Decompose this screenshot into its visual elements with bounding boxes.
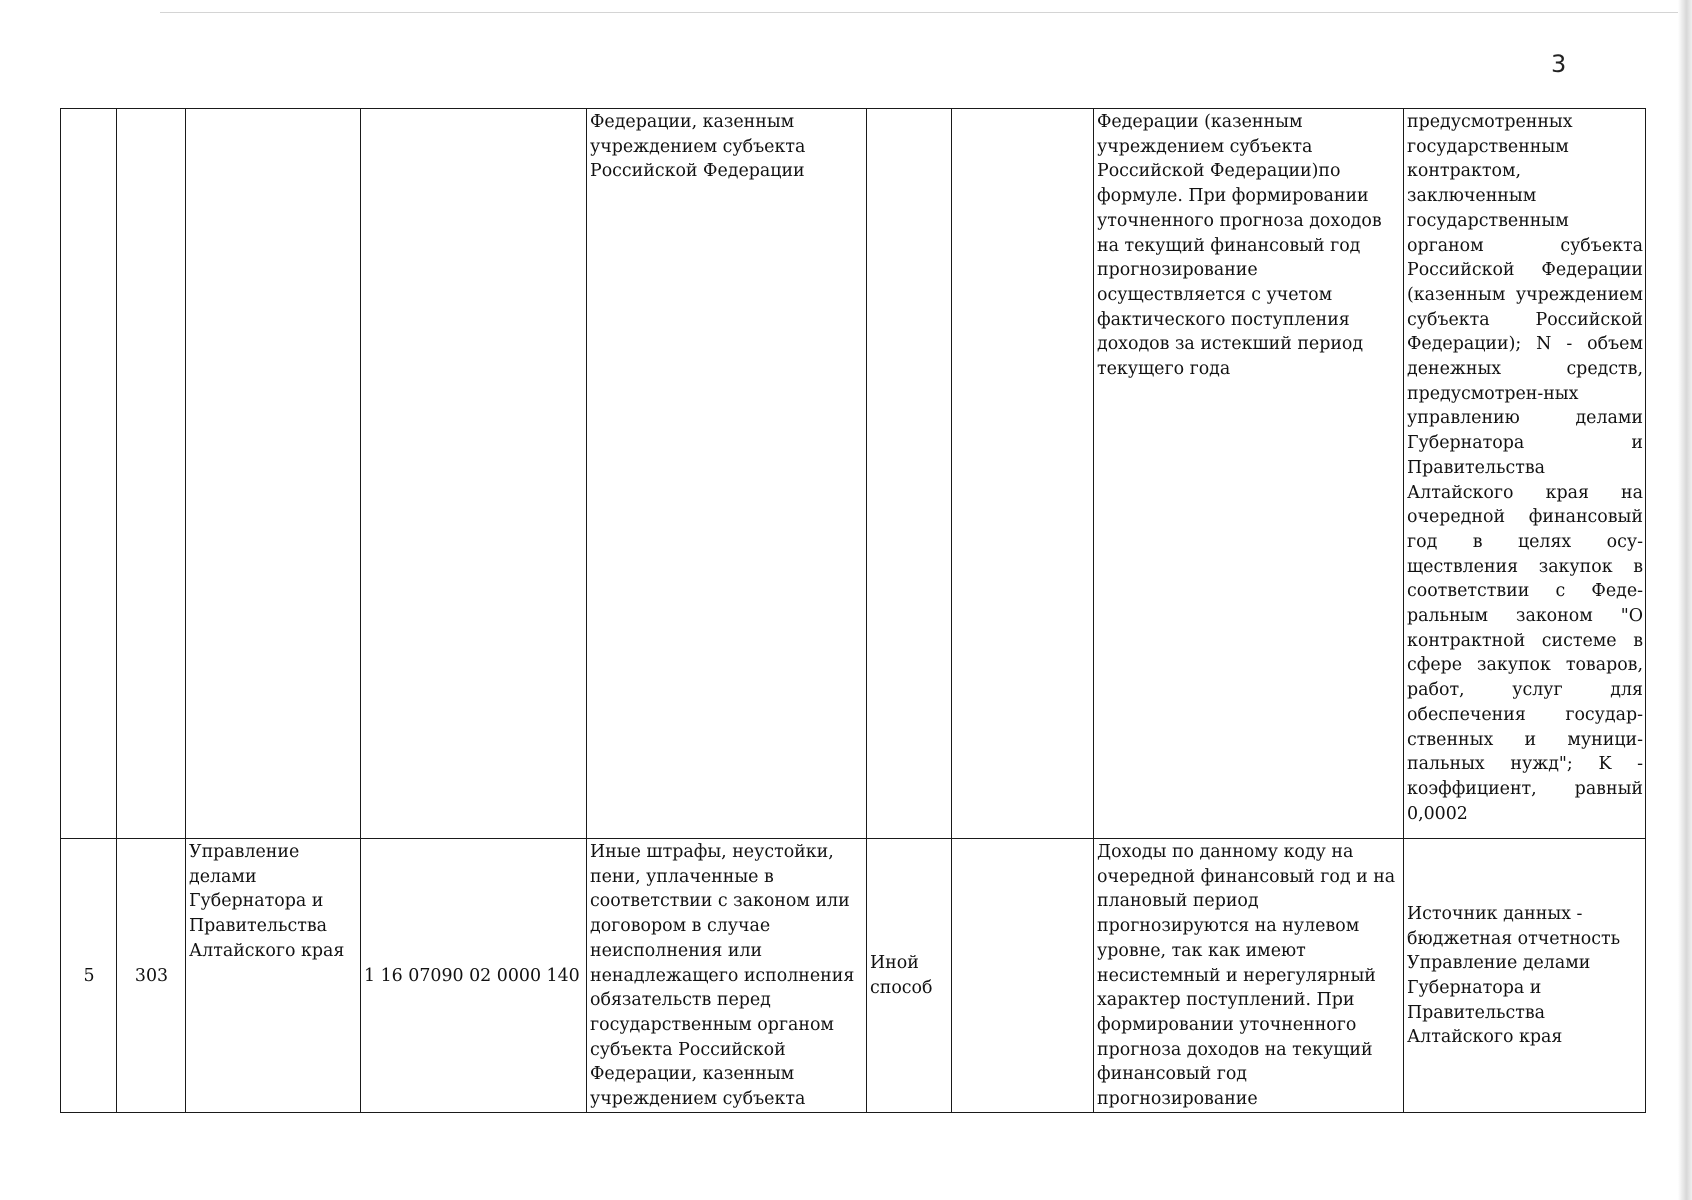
income-name-text: Иные штрафы, неустойки, пени, уплаченные в соответствии с законом или договором в случае неисполнения или ненадлежащего исполнения обязательств перед государственным органом субъекта Российской Федерации, казенным учреждением субъекта — [590, 842, 855, 1110]
page-number: 3 — [1551, 50, 1567, 78]
algorithm-text: Федерации (казенным учреждением субъекта Российской Федерации)по формуле. При формировании уточненного прогноза доходов на текущий финансовый год прогнозирование осуществляется с учетом фактического поступления доходов за истекший период текущего года — [1097, 112, 1382, 380]
description-text: Источник данных - бюджетная отчетность Управление делами Губернатора и Правительства Алтайского края — [1407, 903, 1621, 1048]
kbk-cell — [361, 109, 587, 839]
row-number-cell — [61, 839, 117, 1113]
kbk-code: 1 16 07090 02 0000 140 — [364, 965, 580, 986]
admin-name: Управление делами Губернатора и Правительства Алтайского края — [189, 842, 345, 961]
forecast-table-container — [60, 108, 1646, 1113]
description-cell — [1404, 109, 1646, 839]
scan-right-edge — [1678, 0, 1692, 1200]
admin-name-cell — [186, 109, 361, 839]
admin-name-cell — [186, 839, 361, 1113]
method-cell — [867, 109, 952, 839]
description-text: предусмотренных государственным контрактом, заключенным государственным органом субъекта Российской Федерации (казенным учреждением субъекта Российской Федерации); N - объем денежных средств, предусмотрен-ных управлению делами Губернатора и Правительства Алтайского края на очередной финансовый год в целях осу-ществления закупок в соответствии с Феде-ральным законом "О контрактной системе в сфере закупок товаров, работ, услуг для обеспечения государ-ственных и муници-пальных нужд"; K - коэффициент, равный 0,0002 — [1407, 112, 1643, 824]
row-number-cell — [61, 109, 117, 839]
income-name-text: Федерации, казенным учреждением субъекта Российской Федерации — [590, 112, 806, 182]
formula-cell — [952, 839, 1094, 1113]
forecast-table — [60, 108, 1646, 1113]
row-number: 5 — [83, 965, 95, 986]
algorithm-cell — [1094, 839, 1404, 1113]
table-row — [61, 109, 1646, 839]
kbk-cell — [361, 839, 587, 1113]
algorithm-cell — [1094, 109, 1404, 839]
admin-code-cell — [117, 109, 186, 839]
method-cell — [867, 839, 952, 1113]
scan-top-edge — [160, 12, 1680, 13]
admin-code-cell — [117, 839, 186, 1113]
algorithm-text: Доходы по данному коду на очередной финансовый год и на плановый период прогнозируются на нулевом уровне, так как имеют несистемный и нерегулярный характер поступлений. При формировании уточненного прогноза доходов на текущий финансовый год прогнозирование — [1097, 842, 1396, 1110]
admin-code: 303 — [134, 965, 169, 986]
formula-cell — [952, 109, 1094, 839]
income-name-cell — [587, 109, 867, 839]
method-text: Иной способ — [870, 953, 933, 998]
income-name-cell — [587, 839, 867, 1113]
table-row — [61, 839, 1646, 1113]
description-cell — [1404, 839, 1646, 1113]
